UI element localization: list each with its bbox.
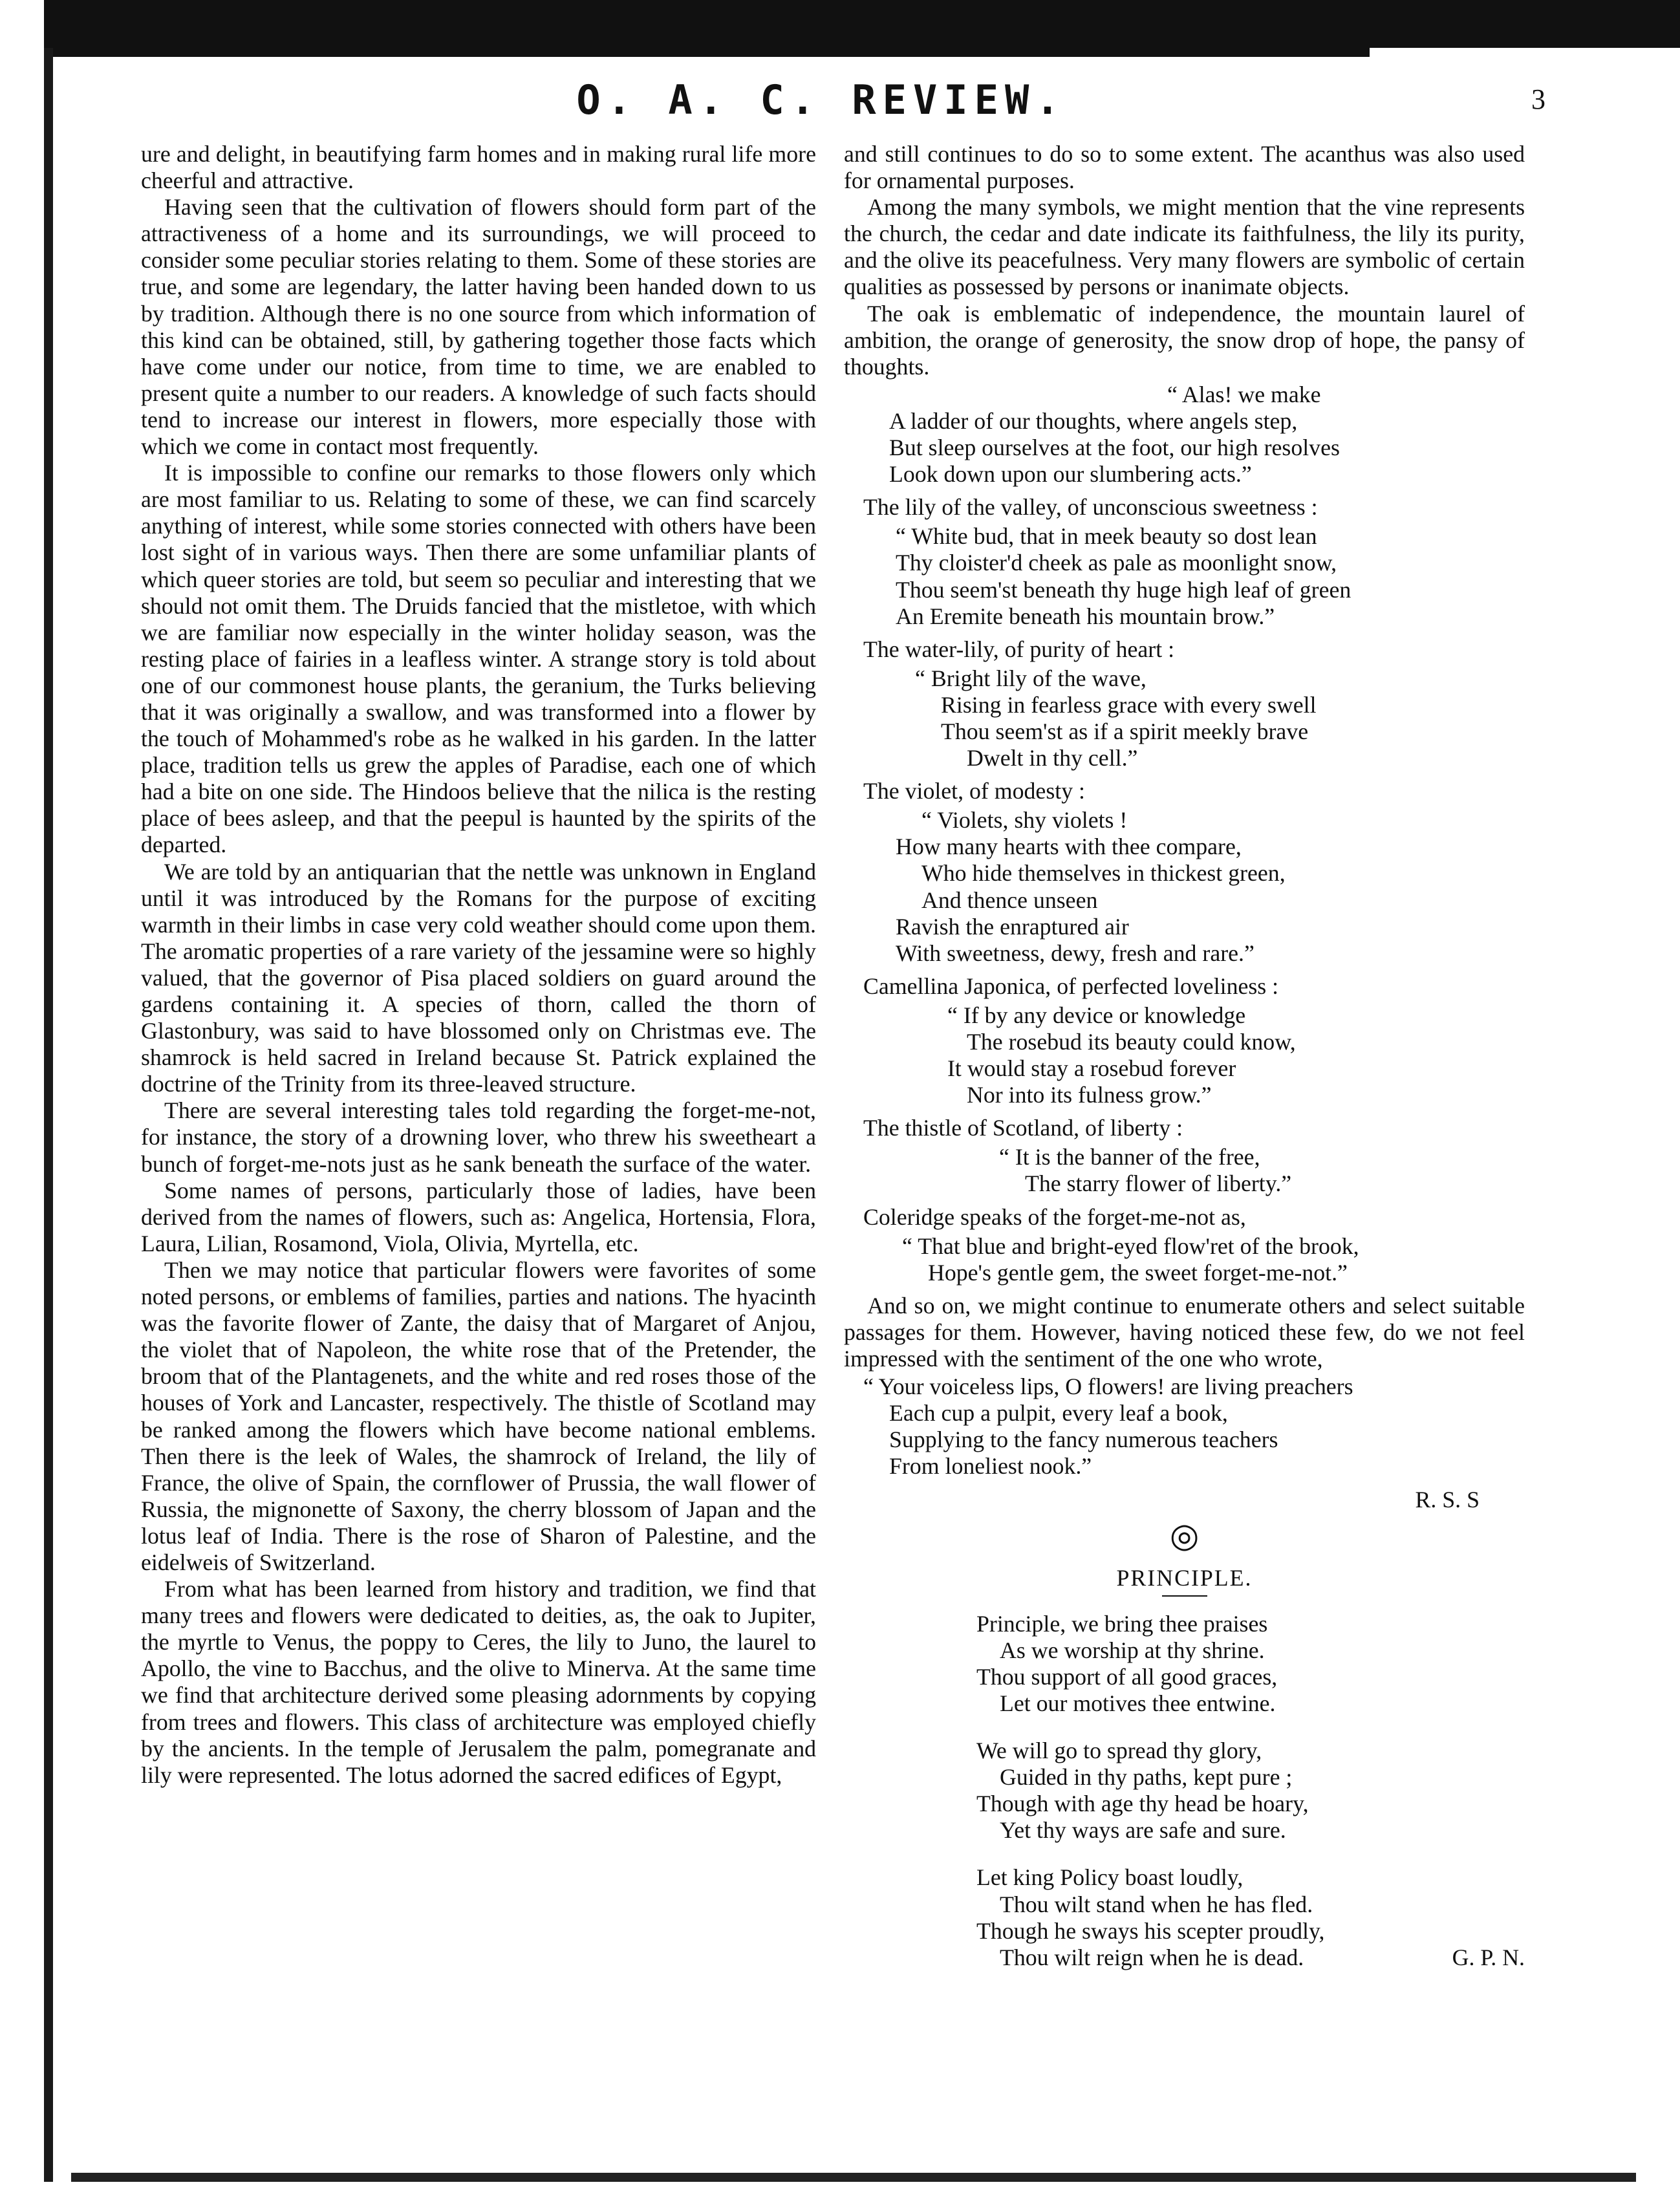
verse-line: A ladder of our thoughts, where angels step, (889, 407, 1298, 434)
paragraph: ure and delight, in beautifying farm homes and in making rural life more cheerful and attractive. (141, 141, 816, 194)
verse-quote (902, 1233, 1525, 1286)
poem-stanza (976, 1611, 1525, 1717)
paragraph: From what has been learned from history and tradition, we find that many trees and flowers were dedicated to deities, as, the oak to Jupiter, the myrtle to Venus, the poppy to Ceres, the lily to Juno, the laurel to Apollo, the vine to Bacchus, and the olive to Minerva. At the same time we find that architecture derived some pleasing adornments by copying from trees and flowers. This class of architecture was employed chiefly by the ancients. In the temple of Jerusalem the palm, pomegranate and lily were represented. The lotus adorned the sacred edifices of Egypt, (141, 1576, 816, 1788)
verse-quote (947, 1002, 1525, 1108)
verse-line: Who hide themselves in thickest green, (921, 860, 1286, 887)
poem-line: Thou wilt stand when he has fled. (1000, 1891, 1313, 1917)
verse-line: From loneliest nook.” (889, 1453, 1092, 1480)
paragraph: Then we may notice that particular flowers were favorites of some noted persons, or emblems of families, parties and nations. The hyacinth was the favorite flower of Zante, the daisy that of Margaret of Anjou, the violet that of Napoleon, the white rose that of the Pretender, the broom that of the Plantagenets, and the white and red roses those of the houses of York and Lancaster, respectively. The thistle of Scotland may be ranked among the flowers which have become national emblems. Then there is the leek of Wales, the shamrock of Ireland, the lily of France, the olive of Spain, the cornflower of Prussia, the wall flower of Russia, the mignonette of Saxony, the cherry blossom of Japan and the lotus leaf of India. There is the rose of Sharon of Palestine, and the eidelweis of Switzerland. (141, 1256, 816, 1575)
verse-line: And thence unseen (921, 887, 1098, 913)
verse-line: Dwelt in thy cell.” (967, 745, 1138, 771)
poem-line: Thou wilt reign when he is dead. (1000, 1944, 1304, 1970)
verse-intro: The lily of the valley, of unconscious sweetness : (863, 494, 1318, 521)
top-border-bar-lower (44, 45, 1370, 57)
verse-line: “ Your voiceless lips, O flowers! are living preachers (863, 1374, 1353, 1400)
verse-quote (896, 523, 1525, 629)
paragraph: There are several interesting tales told regarding the forget-me-not, for instance, the story of a drowning lover, who threw his sweetheart a bunch of forget-me-nots just as he sank beneath the surface of the water. (141, 1097, 816, 1177)
verse-intro: The water-lily, of purity of heart : (863, 636, 1175, 662)
poem-line: Yet thy ways are safe and sure. (1000, 1817, 1286, 1844)
verse-intro: Coleridge speaks of the forget-me-not as, (863, 1203, 1246, 1230)
bottom-border-bar (71, 2173, 1636, 2182)
poem-line: Guided in thy paths, kept pure ; (1000, 1764, 1293, 1791)
signature-rss: R. S. S (1415, 1486, 1480, 1513)
left-column (141, 141, 816, 1789)
verse-line: The starry flower of liberty.” (1025, 1170, 1292, 1197)
masthead-title: O. A. C. REVIEW. (576, 76, 1066, 124)
verse-line: “ Violets, shy violets ! (921, 807, 1128, 834)
poem-line: Though he sways his scepter proudly, (976, 1917, 1325, 1944)
poem-title: PRINCIPLE. (1116, 1564, 1253, 1591)
poem-stanza (976, 1738, 1525, 1844)
poem-last-line (1000, 1945, 1525, 1971)
verse-line: “ Alas! we make (1167, 381, 1321, 407)
verse-intro: The thistle of Scotland, of liberty : (863, 1115, 1183, 1141)
verse-quote (863, 382, 1525, 488)
verse-line: Ravish the enraptured air (896, 913, 1129, 940)
top-border-bar (44, 0, 1680, 48)
poem-line: As we worship at thy shrine. (1000, 1637, 1265, 1663)
verse-line: Nor into its fulness grow.” (967, 1082, 1212, 1108)
verse-line: Hope's gentle gem, the sweet forget-me-not.” (928, 1259, 1348, 1286)
verse-line: But sleep ourselves at the foot, our high resolves (889, 435, 1340, 461)
paragraph: Having seen that the cultivation of flowers should form part of the attractiveness of a home and its surroundings, we will proceed to consider some peculiar stories relating to them. Some of these stories are true, and some are legendary, the latter having been handed down to us by tradition. Although there is no one source from which information of this kind can be obtained, still, by gathering together those facts which have come under our notice, from time to time, we are enabled to present quite a number to our readers. A knowledge of such facts should tend to increase our interest in flowers, more especially those with which we come in contact most frequently. (141, 194, 816, 460)
poem-line: Thou support of all good graces, (976, 1663, 1278, 1690)
verse-quote (999, 1144, 1525, 1197)
verse-quote (863, 1374, 1525, 1480)
verse-intro: The violet, of modesty : (863, 778, 1085, 804)
poem-line: We will go to spread thy glory, (976, 1738, 1262, 1764)
verse-line: An Eremite beneath his mountain brow.” (896, 603, 1275, 629)
poem-line: Let king Policy boast loudly, (976, 1864, 1244, 1891)
page-header (97, 76, 1545, 128)
poem-principle (976, 1611, 1525, 1971)
verse-line: “ That blue and bright-eyed flow'ret of the brook, (902, 1233, 1359, 1259)
paragraph: It is impossible to confine our remarks to those flowers only which are most familiar to us. Relating to some of these, we can find scarcely anything of interest, while some stories connected with others have been lost sight of in various ways. Then there are some unfamiliar plants of which queer stories are told, but seem so peculiar and interesting that we should not omit them. The Druids fancied that the mistletoe, with which we are familiar now especially in the winter holiday season, was the resting place of fairies in a leafless winter. A strange story is told about one of our commonest house plants, the geranium, the Turks believing that it was originally a swallow, and was transformed into a flower by the touch of Mohammed's robe as he walked in his garden. In the latter place, tradition tells us grew the apples of Paradise, each one of which had a bite on one side. The Hindoos believe that the nilica is the resting place of bees asleep, and that the peepul is haunted by the spirits of the departed. (141, 460, 816, 858)
verse-line: With sweetness, dewy, fresh and rare.” (896, 940, 1255, 966)
paragraph: We are told by an antiquarian that the nettle was unknown in England until it was introduced by the Romans for the purpose of exciting warmth in their limbs in case very cold weather should come upon them. The aromatic properties of a rare variety of the jessamine were so highly valued, that the governor of Pisa placed soldiers on guard around the gardens containing it. A species of thorn, called the thorn of Glastonbury, was said to have blossomed only on Christmas eve. The shamrock is held sacred in Ireland because St. Patrick explained the doctrine of the Trinity from its three-leaved structure. (141, 858, 816, 1097)
verse-line: “ If by any device or knowledge (947, 1002, 1246, 1028)
verse-line: How many hearts with thee compare, (896, 834, 1242, 860)
verse-line: “ It is the banner of the free, (999, 1144, 1260, 1170)
verse-line: Thou seem'st beneath thy huge high leaf of green (896, 576, 1352, 603)
paragraph: Among the many symbols, we might mention that the vine represents the church, the cedar and date indicate its faithfulness, the lily its purity, and the olive its peacefulness. Very many flowers are symbolic of certain qualities as possessed by persons or inanimate objects. (844, 194, 1525, 300)
signature-gpn: G. P. N. (1452, 1944, 1525, 1970)
page-number: 3 (1531, 83, 1545, 115)
paragraph: And so on, we might continue to enumerate others and select suitable passages for them. However, having noticed these few, do we not feel impressed with the sentiment of the one who wrote, (844, 1292, 1525, 1372)
verse-line: Supplying to the fancy numerous teachers (889, 1427, 1278, 1453)
verse-line: Look down upon our slumbering acts.” (889, 461, 1252, 488)
paragraph: The oak is emblematic of independence, the mountain laurel of ambition, the orange of generosity, the snow drop of hope, the pansy of thoughts. (844, 300, 1525, 380)
verse-line: Each cup a pulpit, every leaf a book, (889, 1400, 1228, 1427)
verse-quote (896, 807, 1525, 967)
verse-line: “ White bud, that in meek beauty so dost lean (896, 523, 1317, 550)
verse-line: Rising in fearless grace with every swell (941, 691, 1317, 718)
left-binding-edge (44, 48, 53, 2182)
poem-line: Let our motives thee entwine. (1000, 1690, 1276, 1716)
poem-stanza (976, 1864, 1525, 1970)
verse-line: Thou seem'st as if a spirit meekly brave (941, 718, 1309, 744)
verse-intro: Camellina Japonica, of perfected loveliness : (863, 973, 1279, 999)
verse-quote (915, 665, 1525, 771)
poem-line: Though with age thy head be hoary, (976, 1791, 1309, 1817)
verse-line: The rosebud its beauty could know, (967, 1029, 1296, 1055)
title-rule (1162, 1595, 1207, 1597)
verse-line: Thy cloister'd cheek as pale as moonlight snow, (896, 550, 1337, 576)
verse-line: It would stay a rosebud forever (947, 1055, 1236, 1082)
paragraph: Some names of persons, particularly those of ladies, have been derived from the names of flowers, such as: Angelica, Hortensia, Flora, Laura, Lilian, Rosamond, Viola, Olivia, Myrtella, etc. (141, 1177, 816, 1256)
poem-line: Principle, we bring thee praises (976, 1610, 1268, 1637)
paragraph: and still continues to do so to some extent. The acanthus was also used for ornamental purposes. (844, 141, 1525, 194)
right-column (844, 141, 1525, 1992)
verse-line: “ Bright lily of the wave, (915, 665, 1147, 691)
section-ornament-icon: ◎ (1169, 1517, 1200, 1555)
